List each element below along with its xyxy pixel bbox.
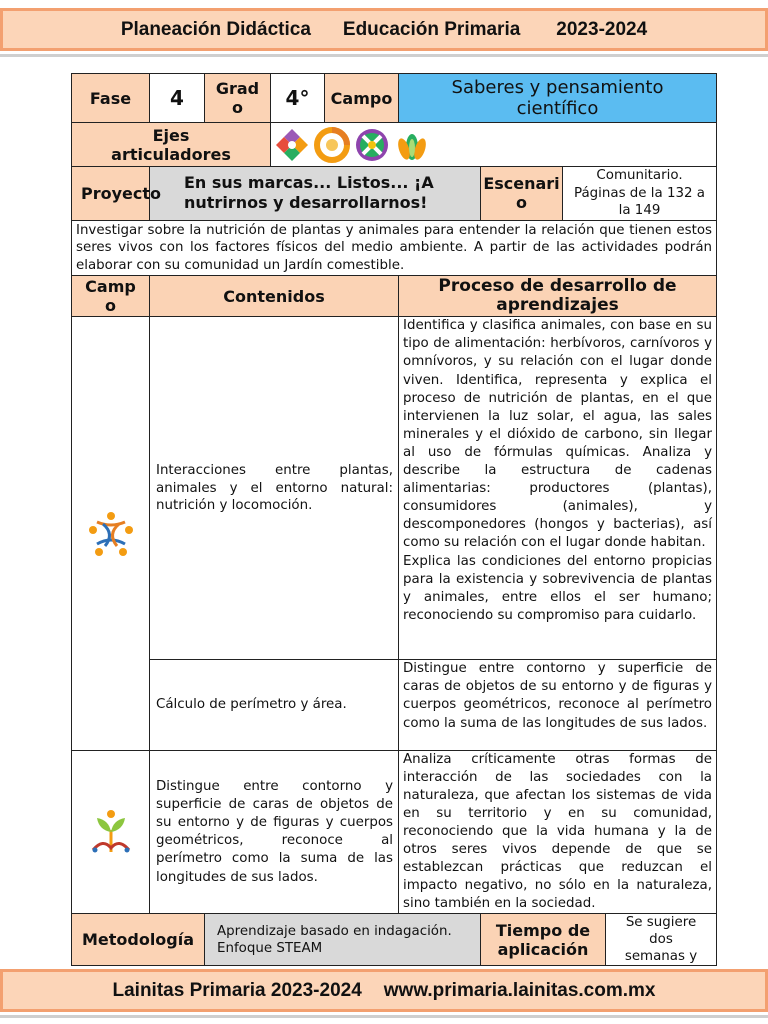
- campo-icon-cell: [72, 317, 150, 751]
- col-header-proceso: Proceso de desarrollo de aprendizajes: [399, 276, 717, 317]
- campo-icon-cell: [72, 751, 150, 914]
- grado-value: 4°: [271, 74, 325, 123]
- header-title: Planeación Didáctica: [120, 18, 311, 40]
- contenido-cell: Interacciones entre plantas, animales y el entorno natural: nutrición y locomoción.: [150, 317, 399, 660]
- ejes-icons: [271, 123, 717, 167]
- metodologia-label: Metodología: [72, 914, 205, 966]
- proceso-cell: Analiza críticamente otras formas de interacción de las sociedades con la naturaleza, que afectan los sistemas de vida en su territorio y en su comunidad, reconociendo que la vida humana y la de otros seres vivos depende de que se establezcan prácticas que reduzcan el impacto negativo, no sólo en la naturaleza, sino también en la sociedad.: [399, 751, 717, 914]
- proceso-cell: Distingue entre contorno y superficie de caras de objetos de su entorno y de figuras y cuerpos geométricos, reconoce al perímetro como la suma de las longitudes de sus lados.: [399, 660, 717, 751]
- footer-brand: Lainitas Primaria 2023-2024: [112, 979, 362, 1001]
- vida-saludable-icon: [393, 126, 431, 164]
- escenario-value: Comunitario. Páginas de la 132 a la 149: [563, 167, 717, 221]
- footer-url[interactable]: www.primaria.lainitas.com.mx: [383, 979, 656, 1001]
- ejes-label: Ejes articuladores: [72, 123, 271, 167]
- igualdad-genero-icon: [353, 126, 391, 164]
- project-description: Investigar sobre la nutrición de plantas y animales para entender la relación que tienen estos seres vivos con los factores físicos del medio ambiente. A partir de las actividades podrán elaborar con su comunidad un Jardín comestible.: [72, 220, 717, 276]
- saberes-pensamiento-cientifico-icon: [72, 508, 149, 560]
- header-year: 2023-2024: [556, 18, 648, 40]
- proceso-cell: Identifica y clasifica animales, con base en su tipo de alimentación: herbívoros, carnívoros y omnívoros, y su relación con el lugar donde viven. Identifica, representa y explica el proceso de nutrición de plantas, en el que intervienen la luz solar, el agua, las sales minerales y el dióxido de carbono, sin llegar al uso de fórmulas químicas. Analiza y describe la estructura de cadenas alimentarias: productores (plantas), consumidores (animales), y descomponedores (hongos y bacterias), así como su relación con el lugar donde habitan. Explica las condiciones del entorno propicias para la existencia y sobrevivencia de plantas y animales, entre ellos el ser humano; reconociendo su compromiso para cuidarlo.: [399, 317, 717, 660]
- header-level: Educación Primaria: [342, 18, 521, 40]
- footer-banner: [0, 969, 768, 1012]
- header-divider: [0, 54, 768, 57]
- tiempo-value: Se sugiere dos semanas y: [606, 914, 717, 966]
- interculturalidad-icon: [313, 126, 351, 164]
- contenido-cell: Cálculo de perímetro y área.: [150, 660, 399, 751]
- metodologia-value: Aprendizaje basado en indagación. Enfoque STEAM: [205, 914, 481, 966]
- col-header-contenidos: Contenidos: [150, 276, 399, 317]
- fase-label: Fase: [72, 74, 150, 123]
- planning-table: [71, 73, 717, 966]
- col-header-campo: Campo: [72, 276, 150, 317]
- proyecto-label: Proyecto: [72, 167, 150, 221]
- de-lo-humano-y-comunitario-icon: [72, 806, 149, 858]
- fase-value: 4: [150, 74, 205, 123]
- campo-label: Campo: [325, 74, 399, 123]
- campo-value: Saberes y pensamiento científico: [399, 74, 717, 123]
- tiempo-label: Tiempo de aplicación: [481, 914, 606, 966]
- proyecto-value: En sus marcas... Listos... ¡A nutrirnos y desarrollarnos!: [150, 167, 481, 221]
- contenido-cell: Distingue entre contorno y superficie de caras de objetos de su entorno y de figuras y cuerpos geométricos, reconoce al perímetro como la suma de las longitudes de sus lados.: [150, 751, 399, 914]
- escenario-label: Escenario: [481, 167, 563, 221]
- footer-divider: [0, 1015, 768, 1018]
- grado-label: Grado: [205, 74, 271, 123]
- inclusion-icon: [273, 126, 311, 164]
- header-banner: [0, 8, 768, 51]
